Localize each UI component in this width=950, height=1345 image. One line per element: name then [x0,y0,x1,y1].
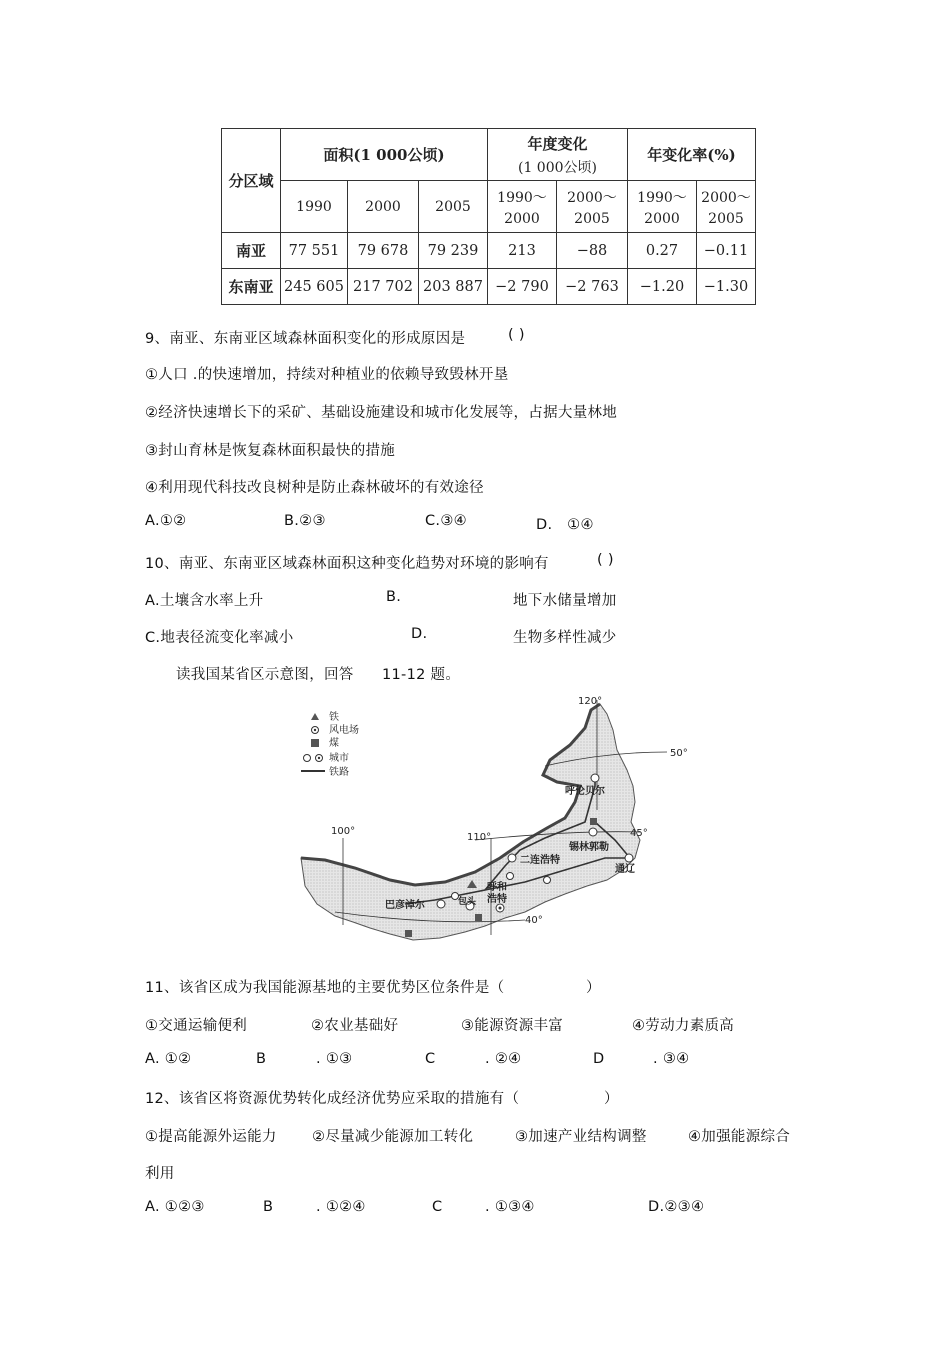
wind-farm-symbol [544,877,551,884]
wind-farm-symbol [507,873,514,880]
q11-choice-b-letter: B [256,1051,267,1067]
q12-stem-close: ） [604,1091,619,1107]
change-col-1990-2000 [488,181,557,233]
q11-option-3: ③能源资源丰富 [461,1018,564,1034]
q11-option-1: ①交通运输便利 [145,1018,248,1034]
q12-option-4: ④加强能源综合 [688,1129,791,1145]
q10-answer-paren: ( ) [597,552,614,568]
table-cell: −1.20 [628,269,697,305]
lat-40-label: 40° [525,915,543,926]
q12-choice-c: . ①③④ [485,1199,535,1215]
q9-option-1: ①人口 .的快速增加，持续对种植业的依赖导致毁林开垦 [145,367,509,383]
table-cell: −1.30 [697,269,756,305]
change-col-2000-2005 [557,181,628,233]
q12-stem: 12、该省区将资源优势转化成经济优势应采取的措施有（ [145,1091,520,1107]
q12-choice-d: D.②③④ [648,1199,705,1215]
q12-option-1: ①提高能源外运能力 [145,1129,277,1145]
legend-city-icon [304,755,311,762]
q9-option-4: ④利用现代科技改良树种是防止森林破坏的有效途径 [145,480,484,496]
change-col-start: 2000～ [567,189,617,206]
legend-city-label: 城市 [329,753,349,764]
change-col-start: 1990～ [497,189,547,206]
q11-option-2: ②农业基础好 [311,1018,399,1034]
table-cell: −88 [557,233,628,269]
q9-choice-c: C.③④ [425,513,467,529]
row-region: 东南亚 [222,269,281,305]
q12-choice-c-letter: C [432,1199,443,1215]
change-col-end: 2000 [504,210,540,227]
legend-coal-icon [311,739,319,747]
city-label-baotou: 包头 [458,897,477,907]
year-col: 1990 [281,181,348,233]
map-intro-text: 读我国某省区示意图，回答 [176,667,354,683]
table-cell: −0.11 [697,233,756,269]
q10-choice-b-text: 地下水储量增加 [513,593,617,609]
table-cell: 213 [488,233,557,269]
q9-option-2: ②经济快速增长下的采矿、基础设施建设和城市化发展等，占据大量林地 [145,405,618,421]
region-header: 分区域 [222,129,281,233]
q11-choice-c: . ②④ [485,1051,522,1067]
capital-marker-dot [499,907,502,910]
row-region: 南亚 [222,233,281,269]
table-cell: 203 887 [419,269,488,305]
legend-railway-label: 铁路 [329,767,349,778]
rate-col-end: 2000 [644,210,680,227]
rate-col-end: 2005 [708,210,744,227]
change-header-line1: 年度变化 [527,134,588,153]
q11-choice-d-letter: D [593,1051,605,1067]
year-col: 2005 [419,181,488,233]
province-map [295,690,688,965]
city-marker [625,854,633,862]
q10-stem: 10、南亚、东南亚区域森林面积这种变化趋势对环境的影响有 [145,556,549,572]
coal-symbol [475,914,482,921]
legend-iron-label: 铁 [329,712,339,723]
rate-col-2000-2005 [697,181,756,233]
q10-choice-a: A.土壤含水率上升 [145,593,264,609]
q9-option-3: ③封山育林是恢复森林面积最快的措施 [145,443,396,459]
table-cell: −2 763 [557,269,628,305]
city-label-tongliao: 通辽 [615,864,635,875]
lat-50-label: 50° [670,748,688,759]
lat-45-label: 45° [630,828,648,839]
q12-option-3: ③加速产业结构调整 [515,1129,647,1145]
q9-choice-d: D. ①④ [536,517,594,533]
lon-120-label: 120° [578,696,603,707]
city-marker [508,854,516,862]
coal-symbol [405,930,412,937]
q9-choice-b: B.②③ [284,513,326,529]
q11-stem: 11、该省区成为我国能源基地的主要优势区位条件是（ [145,980,505,996]
city-marker [437,900,445,908]
change-header [488,129,628,181]
coal-symbol [590,818,597,825]
legend-iron-icon [311,713,319,720]
q11-choice-d: . ③④ [653,1051,690,1067]
q11-choice-c-letter: C [425,1051,436,1067]
table-cell: 79 678 [348,233,419,269]
city-label-bayannur: 巴彦淖尔 [385,900,425,911]
q11-stem-close: ） [586,980,601,996]
q12-option-2: ②尽量减少能源加工转化 [312,1129,474,1145]
city-marker [589,828,597,836]
rate-col-start: 1990～ [637,189,687,206]
table-cell: 245 605 [281,269,348,305]
q10-choice-d-text: 生物多样性减少 [513,630,617,646]
rate-header: 年变化率(%) [628,129,756,181]
legend-wind-label: 风电场 [329,725,359,736]
city-label-erenhot: 二连浩特 [520,855,560,866]
city-marker [591,774,599,782]
rate-col-1990-2000 [628,181,697,233]
q11-choice-b: . ①③ [316,1051,353,1067]
year-col: 2000 [348,181,419,233]
city-label-xilingol: 锡林郭勒 [569,842,609,853]
table-row [222,233,756,269]
legend-capital-icon-dot [318,757,320,759]
table-cell: 77 551 [281,233,348,269]
rate-col-start: 2000～ [701,189,751,206]
lon-100-label: 100° [331,826,356,837]
change-col-end: 2005 [574,210,610,227]
q12-choice-b: . ①②④ [316,1199,366,1215]
forest-area-table [221,128,756,305]
table-row [222,269,756,305]
q11-option-4: ④劳动力素质高 [632,1018,735,1034]
area-header: 面积(1 000公顷) [281,129,488,181]
q10-choice-d-letter: D. [411,626,428,642]
q12-choice-a: A. ①②③ [145,1199,205,1215]
lon-110-label: 110° [467,832,492,843]
city-label-hohhot-1: 呼和 [487,882,507,893]
change-header-line2: (1 000公顷) [517,159,597,176]
legend-coal-label: 煤 [329,738,339,749]
legend-wind-icon-dot [314,729,316,731]
q9-choice-a: A.①② [145,513,187,529]
q12-choice-b-letter: B [263,1199,274,1215]
table-cell: 217 702 [348,269,419,305]
q10-choice-b-letter: B. [386,589,402,605]
city-label-hulunbuir: 呼伦贝尔 [565,786,605,797]
map-intro-range: 11-12 题。 [382,667,461,683]
q12-option-4-cont: 利用 [145,1166,175,1182]
table-cell: 0.27 [628,233,697,269]
q9-stem: 9、南亚、东南亚区域森林面积变化的形成原因是 [145,331,466,347]
q11-choice-a: A. ①② [145,1051,192,1067]
table-cell: 79 239 [419,233,488,269]
q10-choice-c: C.地表径流变化率减小 [145,630,294,646]
city-label-hohhot-2: 浩特 [487,894,507,905]
table-cell: −2 790 [488,269,557,305]
q9-answer-paren: ( ) [508,327,525,343]
